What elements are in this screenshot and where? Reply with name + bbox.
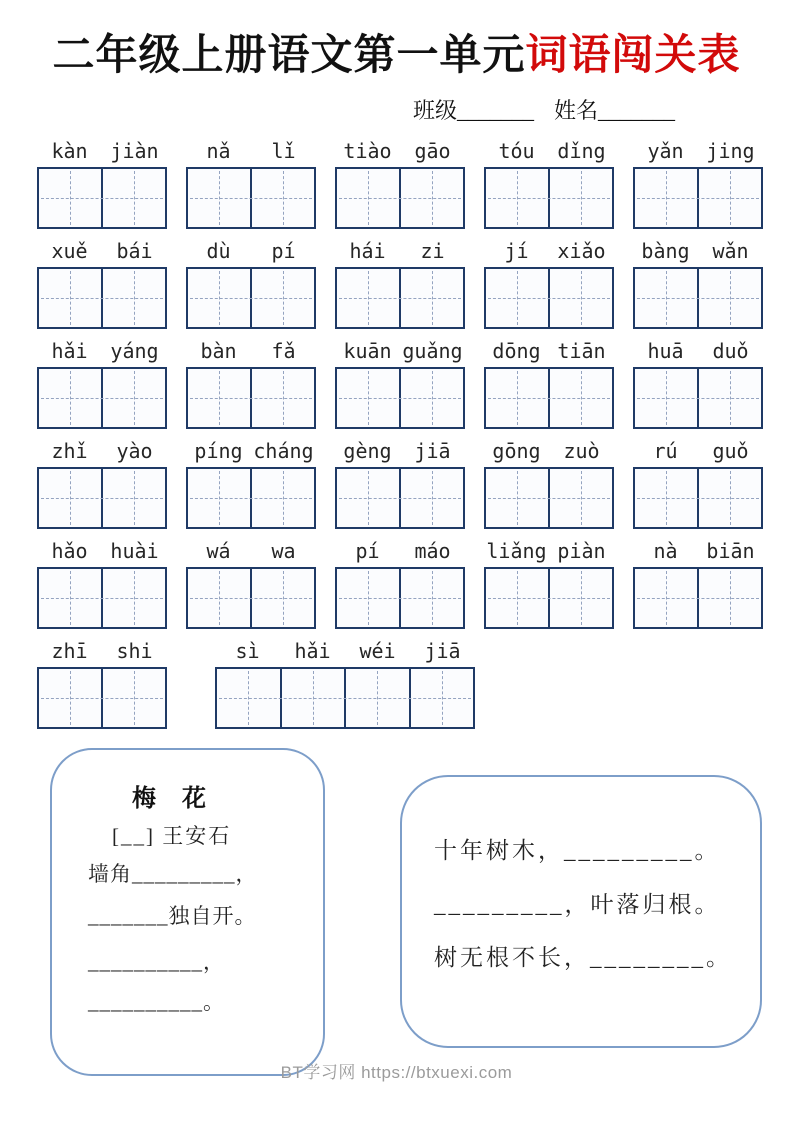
pinyin-syllable: guǎng	[402, 339, 463, 363]
grid-horizontal-guide	[339, 198, 461, 199]
pinyin-label	[215, 633, 475, 667]
word-group-5-5	[633, 533, 763, 629]
pinyin-syllable: dōng	[492, 339, 541, 363]
pinyin-syllable: yào	[116, 439, 153, 463]
writing-grid	[335, 467, 465, 529]
pinyin-syllable: zhǐ	[51, 439, 88, 463]
pinyin-syllable: dù	[206, 239, 231, 263]
grid-horizontal-guide	[41, 498, 163, 499]
pinyin-syllable: píng	[194, 439, 243, 463]
poem-title: 梅 花	[132, 786, 216, 812]
writing-grid	[37, 467, 167, 529]
pinyin-label	[37, 633, 167, 667]
pinyin-label	[37, 333, 167, 367]
pinyin-syllable: jiàn	[110, 139, 159, 163]
writing-grid	[633, 167, 763, 229]
name-label: 姓名	[554, 98, 599, 123]
pinyin-syllable: wǎn	[712, 239, 749, 263]
pinyin-syllable: hǎi	[51, 339, 88, 363]
pinyin-label	[484, 533, 614, 567]
pinyin-syllable: bàn	[200, 339, 237, 363]
pinyin-syllable: wá	[206, 539, 231, 563]
word-group-5-3	[335, 533, 465, 629]
pinyin-label	[484, 133, 614, 167]
class-label: 班级	[413, 98, 458, 123]
pinyin-syllable: kàn	[51, 139, 88, 163]
pinyin-syllable: rú	[653, 439, 678, 463]
pinyin-syllable: fǎ	[271, 339, 296, 363]
pinyin-label	[633, 233, 763, 267]
grid-horizontal-guide	[488, 398, 610, 399]
pinyin-syllable: gōng	[492, 439, 541, 463]
poem-line: _______独自开。	[88, 904, 257, 928]
pinyin-label	[633, 433, 763, 467]
writing-grid	[37, 267, 167, 329]
pinyin-label	[37, 533, 167, 567]
watermark-text: BT学习网 https://btxuexi.com	[280, 1063, 513, 1082]
grid-horizontal-guide	[488, 298, 610, 299]
pinyin-label	[186, 233, 316, 267]
writing-grid	[215, 667, 475, 729]
word-group-3-2	[186, 333, 316, 429]
word-group-6-1	[37, 633, 167, 729]
pinyin-label	[484, 333, 614, 367]
pinyin-syllable: tóu	[498, 139, 535, 163]
pinyin-syllable: yǎn	[647, 139, 684, 163]
grid-horizontal-guide	[190, 498, 312, 499]
pinyin-syllable: xuě	[51, 239, 88, 263]
pinyin-syllable: gāo	[414, 139, 451, 163]
idiom-box	[400, 775, 762, 1048]
writing-grid	[484, 167, 614, 229]
pinyin-syllable: nà	[653, 539, 678, 563]
name-blank: _______	[598, 98, 676, 123]
pinyin-label	[335, 233, 465, 267]
word-group-5-2	[186, 533, 316, 629]
pinyin-syllable: bái	[116, 239, 153, 263]
pinyin-syllable: jiā	[414, 439, 451, 463]
grid-horizontal-guide	[41, 198, 163, 199]
pinyin-label	[335, 533, 465, 567]
pinyin-syllable: liǎng	[486, 539, 547, 563]
poem-line: 墙角_________，	[88, 862, 258, 886]
pinyin-syllable: dǐng	[557, 139, 606, 163]
writing-grid	[335, 367, 465, 429]
grid-horizontal-guide	[219, 698, 471, 699]
pinyin-syllable: tiào	[343, 139, 392, 163]
writing-grid	[186, 267, 316, 329]
pinyin-syllable: tiān	[557, 339, 606, 363]
grid-horizontal-guide	[41, 598, 163, 599]
page-title-red: 词语闯关表	[525, 33, 741, 79]
word-group-4-1	[37, 433, 167, 529]
grid-horizontal-guide	[41, 398, 163, 399]
pinyin-syllable: jí	[504, 239, 529, 263]
pinyin-syllable: zhī	[51, 639, 88, 663]
pinyin-label	[335, 133, 465, 167]
pinyin-syllable: hǎo	[51, 539, 88, 563]
pinyin-label	[186, 533, 316, 567]
grid-horizontal-guide	[488, 498, 610, 499]
pinyin-syllable: huài	[110, 539, 159, 563]
writing-grid	[633, 367, 763, 429]
writing-grid	[186, 167, 316, 229]
word-row-1	[37, 133, 763, 229]
pinyin-syllable: jing	[706, 139, 755, 163]
pinyin-syllable: huā	[647, 339, 684, 363]
writing-grid	[37, 567, 167, 629]
word-group-3-4	[484, 333, 614, 429]
pinyin-syllable: pí	[271, 239, 296, 263]
word-row-2	[37, 233, 763, 329]
grid-horizontal-guide	[190, 598, 312, 599]
pinyin-syllable: wéi	[359, 639, 396, 663]
grid-horizontal-guide	[637, 198, 759, 199]
word-group-1-2	[186, 133, 316, 229]
pinyin-syllable: piàn	[557, 539, 606, 563]
writing-grid	[37, 667, 167, 729]
pinyin-syllable: duǒ	[712, 339, 749, 363]
writing-grid	[484, 267, 614, 329]
writing-grid	[484, 367, 614, 429]
pinyin-syllable: shi	[116, 639, 153, 663]
writing-grid	[484, 467, 614, 529]
grid-horizontal-guide	[41, 298, 163, 299]
word-group-2-1	[37, 233, 167, 329]
class-blank: _______	[457, 98, 535, 123]
grid-horizontal-guide	[488, 598, 610, 599]
word-row-6	[37, 633, 763, 729]
idiom-line: 树无根不长，________。	[434, 945, 732, 970]
idiom-line: 十年树木，_________。	[434, 838, 721, 863]
word-group-5-1	[37, 533, 167, 629]
pinyin-syllable: máo	[414, 539, 451, 563]
word-group-2-2	[186, 233, 316, 329]
writing-grid	[335, 567, 465, 629]
poem-line: __________。	[88, 990, 225, 1014]
writing-grid	[484, 567, 614, 629]
word-group-2-5	[633, 233, 763, 329]
word-group-4-2	[186, 433, 316, 529]
poem-author: [__] 王安石	[112, 824, 232, 848]
pinyin-label	[37, 433, 167, 467]
pinyin-label	[484, 233, 614, 267]
writing-grid	[186, 467, 316, 529]
pinyin-label	[633, 333, 763, 367]
pinyin-syllable: zi	[420, 239, 445, 263]
grid-horizontal-guide	[190, 398, 312, 399]
grid-horizontal-guide	[637, 598, 759, 599]
word-group-4-4	[484, 433, 614, 529]
pinyin-syllable: jiā	[424, 639, 461, 663]
grid-horizontal-guide	[190, 198, 312, 199]
writing-grid	[335, 167, 465, 229]
pinyin-syllable: yáng	[110, 339, 159, 363]
pinyin-label	[335, 433, 465, 467]
pinyin-syllable: pí	[355, 539, 380, 563]
word-group-3-5	[633, 333, 763, 429]
pinyin-syllable: xiǎo	[557, 239, 606, 263]
pinyin-label	[37, 233, 167, 267]
pinyin-syllable: wa	[271, 539, 296, 563]
poem-box	[50, 748, 325, 1076]
idiom-line: _________，叶落归根。	[434, 892, 721, 917]
word-row-5	[37, 533, 763, 629]
pinyin-label	[335, 333, 465, 367]
word-group-3-3	[335, 333, 465, 429]
grid-horizontal-guide	[637, 298, 759, 299]
writing-grid	[186, 567, 316, 629]
writing-grid	[186, 367, 316, 429]
writing-grid	[37, 167, 167, 229]
word-group-6-2	[215, 633, 475, 729]
word-group-2-4	[484, 233, 614, 329]
pinyin-label	[186, 133, 316, 167]
grid-horizontal-guide	[339, 598, 461, 599]
word-row-3	[37, 333, 763, 429]
pinyin-syllable: lǐ	[271, 139, 296, 163]
pinyin-syllable: guǒ	[712, 439, 749, 463]
pinyin-syllable: kuān	[343, 339, 392, 363]
pinyin-label	[186, 433, 316, 467]
grid-horizontal-guide	[339, 298, 461, 299]
word-group-1-5	[633, 133, 763, 229]
word-group-3-1	[37, 333, 167, 429]
grid-horizontal-guide	[488, 198, 610, 199]
pinyin-label	[484, 433, 614, 467]
pinyin-syllable: bàng	[641, 239, 690, 263]
pinyin-label	[37, 133, 167, 167]
word-group-2-3	[335, 233, 465, 329]
writing-grid	[633, 267, 763, 329]
word-group-1-3	[335, 133, 465, 229]
pinyin-syllable: sì	[235, 639, 260, 663]
pinyin-syllable: zuò	[563, 439, 600, 463]
word-group-4-3	[335, 433, 465, 529]
pinyin-label	[633, 133, 763, 167]
word-group-4-5	[633, 433, 763, 529]
writing-grid	[37, 367, 167, 429]
poem-line: __________，	[88, 950, 225, 974]
pinyin-syllable: gèng	[343, 439, 392, 463]
pinyin-syllable: nǎ	[206, 139, 231, 163]
page-title	[0, 22, 793, 82]
pinyin-label	[186, 333, 316, 367]
writing-grid	[335, 267, 465, 329]
word-group-1-1	[37, 133, 167, 229]
writing-grid	[633, 467, 763, 529]
grid-horizontal-guide	[41, 698, 163, 699]
grid-horizontal-guide	[190, 298, 312, 299]
grid-horizontal-guide	[637, 498, 759, 499]
class-name-line	[413, 94, 675, 125]
word-row-4	[37, 433, 763, 529]
page-title-black: 二年级上册语文第一单元	[52, 33, 526, 79]
word-group-1-4	[484, 133, 614, 229]
writing-grid	[633, 567, 763, 629]
grid-horizontal-guide	[637, 398, 759, 399]
pinyin-syllable: biān	[706, 539, 755, 563]
grid-horizontal-guide	[339, 398, 461, 399]
word-group-5-4	[484, 533, 614, 629]
pinyin-syllable: hái	[349, 239, 386, 263]
grid-horizontal-guide	[339, 498, 461, 499]
pinyin-syllable: hǎi	[294, 639, 331, 663]
pinyin-label	[633, 533, 763, 567]
pinyin-syllable: cháng	[253, 439, 314, 463]
